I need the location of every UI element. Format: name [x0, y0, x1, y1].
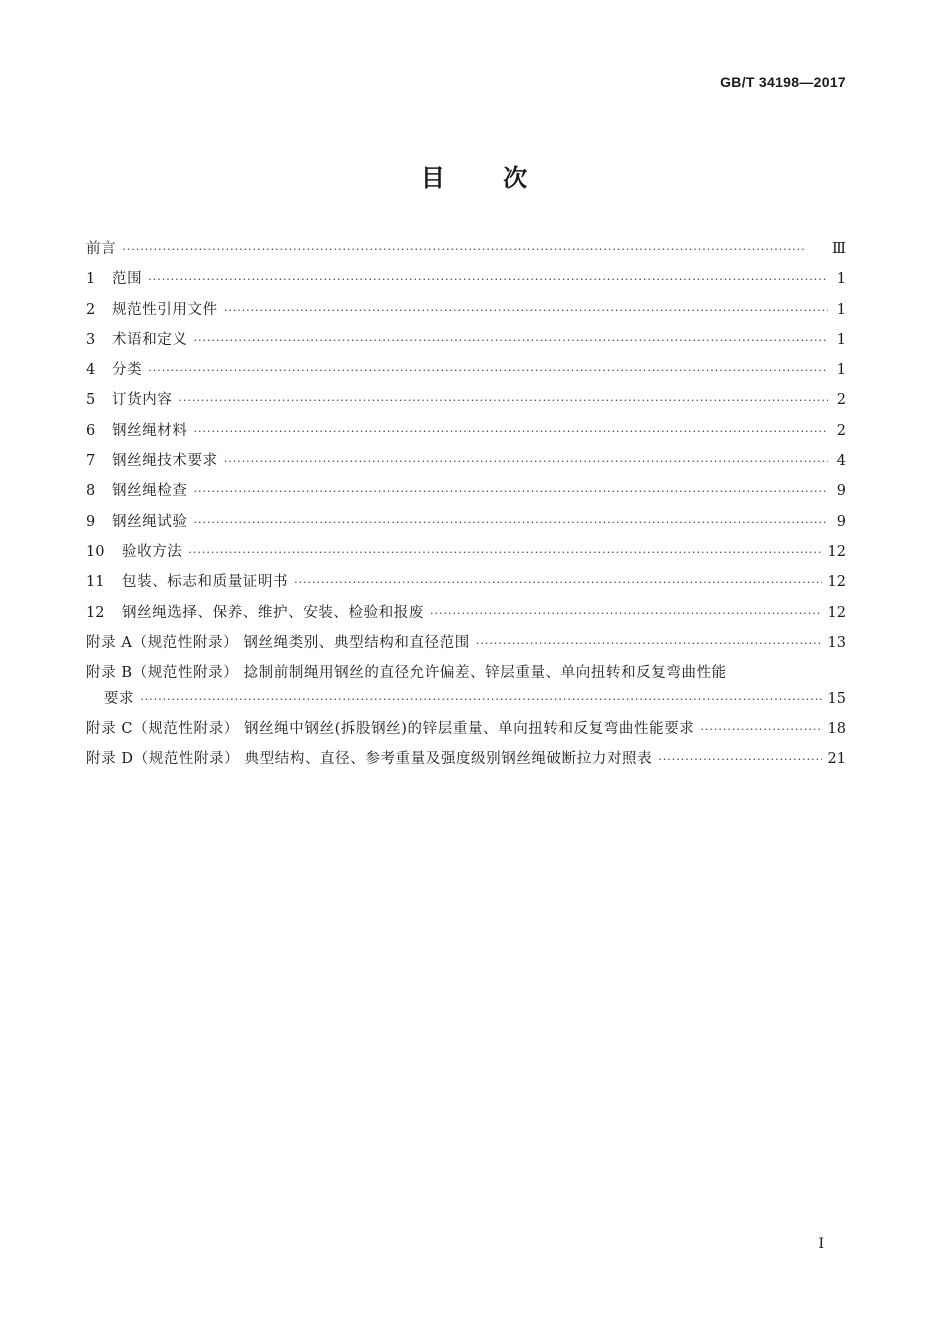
- toc-page-number: 9: [836, 513, 846, 530]
- toc-leader-dots: [658, 753, 821, 766]
- toc-leader-dots: [148, 273, 828, 286]
- toc-number: 8: [86, 483, 96, 500]
- toc-entry-5[interactable]: [86, 388, 846, 418]
- toc-number: 11: [86, 574, 105, 591]
- toc-number: 6: [86, 422, 96, 439]
- toc-entry-1[interactable]: [86, 267, 846, 297]
- toc-label: 钢丝绳检查: [112, 483, 188, 500]
- toc-number: 3: [86, 331, 96, 348]
- toc-leader-dots: [294, 576, 821, 589]
- toc-number: 10: [86, 543, 105, 560]
- toc-label: 分类: [112, 362, 143, 379]
- toc-page-number: 21: [827, 751, 846, 768]
- toc-entry-3[interactable]: [86, 328, 846, 358]
- toc-page-number: 13: [827, 634, 846, 651]
- toc-page-number: 2: [836, 422, 846, 439]
- toc-number: 9: [86, 513, 96, 530]
- toc-entry-9[interactable]: [86, 510, 846, 540]
- toc-entry-appendix-b-continuation[interactable]: [86, 687, 846, 717]
- toc-entry-12[interactable]: [86, 601, 846, 631]
- toc-page-number: 15: [827, 691, 846, 708]
- toc-entry-10[interactable]: [86, 540, 846, 570]
- toc-leader-dots: [178, 394, 828, 407]
- toc-label: 规范性引用文件: [112, 301, 218, 318]
- toc-label: 钢丝绳技术要求: [112, 453, 218, 470]
- toc-number: 4: [86, 362, 96, 379]
- toc-label-continuation: 要求: [104, 691, 135, 708]
- toc-entry-appendix-a[interactable]: [86, 631, 846, 661]
- standard-code: GB/T 34198—2017: [720, 74, 846, 90]
- toc-label: 附录 B（规范性附录） 捻制前制绳用钢丝的直径允许偏差、锌层重量、单向扭转和反复弯曲性能: [86, 665, 727, 682]
- toc-number: 7: [86, 453, 96, 470]
- toc-entry-foreword[interactable]: [86, 237, 846, 267]
- toc-entry-appendix-c[interactable]: [86, 717, 846, 747]
- toc-page-number: 1: [836, 301, 846, 318]
- toc-number: 2: [86, 301, 96, 318]
- toc-leader-dots: [122, 243, 826, 256]
- toc-label: 附录 D（规范性附录） 典型结构、直径、参考重量及强度级别钢丝绳破断拉力对照表: [86, 751, 653, 768]
- toc-label: 附录 C（规范性附录） 钢丝绳中钢丝(拆股钢丝)的锌层重量、单向扭转和反复弯曲性能要求: [86, 721, 695, 738]
- toc-leader-dots: [140, 693, 821, 706]
- toc-entry-2[interactable]: [86, 298, 846, 328]
- toc-leader-dots: [700, 723, 821, 736]
- toc-number: 12: [86, 604, 105, 621]
- page-number: I: [818, 1236, 824, 1252]
- toc-page-number: 1: [836, 362, 846, 379]
- toc-entry-11[interactable]: [86, 570, 846, 600]
- toc-leader-dots: [148, 364, 828, 377]
- toc-label: 订货内容: [112, 392, 173, 409]
- toc-label: 验收方法: [122, 543, 183, 560]
- toc-label: 钢丝绳选择、保养、维护、安装、检验和报废: [122, 604, 424, 621]
- toc-label: 钢丝绳试验: [112, 513, 188, 530]
- toc-label: 术语和定义: [112, 331, 188, 348]
- toc-page-number: 4: [836, 453, 846, 470]
- toc-entry-appendix-d[interactable]: [86, 747, 846, 777]
- toc-number: 5: [86, 392, 96, 409]
- page-title: 目 次: [420, 164, 530, 192]
- toc-leader-dots: [476, 637, 822, 650]
- toc-label: 包装、标志和质量证明书: [122, 574, 289, 591]
- toc-leader-dots: [194, 425, 829, 438]
- toc-entry-7[interactable]: [86, 449, 846, 479]
- toc-page-number: Ⅲ: [832, 241, 846, 257]
- toc-leader-dots: [194, 485, 829, 498]
- toc-entry-4[interactable]: [86, 358, 846, 388]
- toc-entry-8[interactable]: [86, 479, 846, 509]
- toc-page-number: 2: [836, 392, 846, 409]
- toc-entry-6[interactable]: [86, 419, 846, 449]
- toc-label: 钢丝绳材料: [112, 422, 188, 439]
- toc-leader-dots: [224, 304, 828, 317]
- toc-leader-dots: [194, 334, 829, 347]
- toc-leader-dots: [188, 546, 821, 559]
- toc-page-number: 12: [827, 604, 846, 621]
- toc-leader-dots: [430, 607, 822, 620]
- toc-page-number: 1: [836, 271, 846, 288]
- toc-label: 前言: [86, 241, 117, 257]
- table-of-contents: [86, 237, 846, 778]
- toc-label: 附录 A（规范性附录） 钢丝绳类别、典型结构和直径范围: [86, 634, 470, 651]
- toc-number: 1: [86, 271, 96, 288]
- toc-page-number: 1: [836, 331, 846, 348]
- toc-leader-dots: [224, 455, 828, 468]
- toc-label: 范围: [112, 271, 143, 288]
- toc-page-number: 18: [827, 721, 846, 738]
- toc-page-number: 9: [836, 483, 846, 500]
- toc-leader-dots: [194, 516, 829, 529]
- toc-page-number: 12: [827, 574, 846, 591]
- toc-entry-appendix-b[interactable]: [86, 661, 846, 687]
- toc-page-number: 12: [827, 543, 846, 560]
